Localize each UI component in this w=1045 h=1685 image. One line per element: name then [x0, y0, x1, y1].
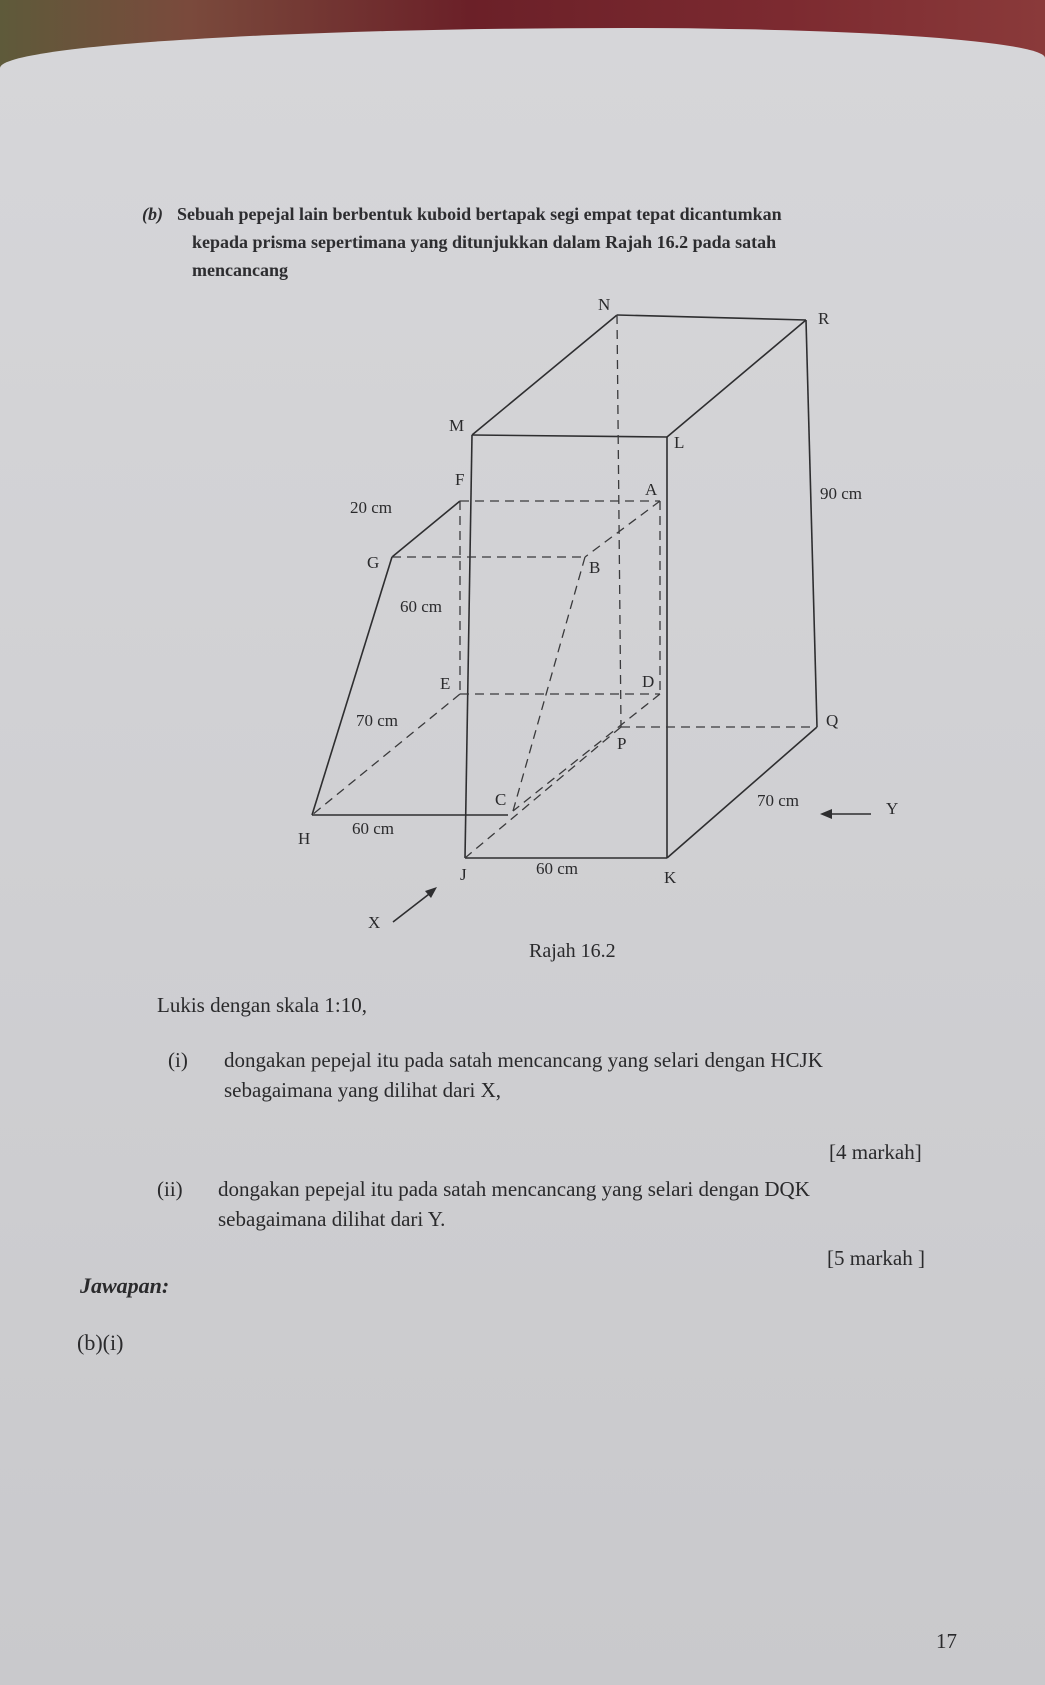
part-ii-line-1: dongakan pepejal itu pada satah mencancang yang selari dengan DQK	[218, 1177, 810, 1201]
label-q: Q	[826, 711, 839, 730]
label-view-y: Y	[886, 799, 899, 818]
label-l: L	[674, 433, 685, 452]
view-arrow-x	[393, 891, 433, 922]
diagram-caption: Rajah 16.2	[529, 940, 616, 962]
label-d: D	[642, 672, 655, 691]
instruction: Lukis dengan skala 1:10,	[157, 993, 367, 1017]
answer-label: (b)(i)	[77, 1330, 124, 1355]
label-k: K	[664, 868, 677, 887]
label-a: A	[645, 480, 658, 499]
dim-70cm-ep: 70 cm	[356, 711, 399, 730]
label-r: R	[818, 309, 830, 328]
label-p: P	[617, 734, 627, 753]
part-i-label: (i)	[168, 1048, 188, 1072]
part-ii-marks: [5 markah ]	[827, 1246, 925, 1270]
intro-line-2: kepada prisma sepertimana yang ditunjukkan dalam Rajah 16.2 pada satah	[192, 232, 777, 252]
intro-line-1: Sebuah pepejal lain berbentuk kuboid bertapak segi empat tepat dicantumkan	[177, 204, 782, 224]
dim-60cm-gd: 60 cm	[400, 597, 443, 616]
dim-20cm: 20 cm	[350, 498, 393, 517]
label-g: G	[367, 553, 380, 572]
label-m: M	[449, 416, 465, 435]
label-f: F	[455, 470, 465, 489]
label-e: E	[440, 674, 451, 693]
label-j: J	[460, 865, 467, 884]
part-ii-label: (ii)	[157, 1177, 183, 1201]
part-i-line-1: dongakan pepejal itu pada satah mencancang yang selari dengan HCJK	[224, 1048, 823, 1072]
label-view-x: X	[368, 913, 381, 932]
label-c: C	[495, 790, 507, 809]
dim-60cm-hc: 60 cm	[352, 819, 395, 838]
dim-70cm-kq: 70 cm	[757, 791, 800, 810]
part-i-line-2: sebagaimana yang dilihat dari X,	[224, 1078, 501, 1102]
intro-line-3: mencancang	[192, 260, 288, 280]
label-h: H	[298, 829, 311, 848]
answer-heading: Jawapan:	[80, 1273, 170, 1298]
part-label: (b)	[142, 204, 163, 224]
page-number: 17	[936, 1629, 957, 1653]
dim-90cm: 90 cm	[820, 484, 863, 503]
view-arrow-y-head	[820, 809, 832, 819]
part-i-marks: [4 markah]	[829, 1140, 922, 1164]
part-ii-line-2: sebagaimana dilihat dari Y.	[218, 1207, 446, 1231]
label-n: N	[598, 295, 611, 314]
dim-60cm-jk: 60 cm	[536, 859, 579, 878]
label-b: B	[589, 558, 601, 577]
